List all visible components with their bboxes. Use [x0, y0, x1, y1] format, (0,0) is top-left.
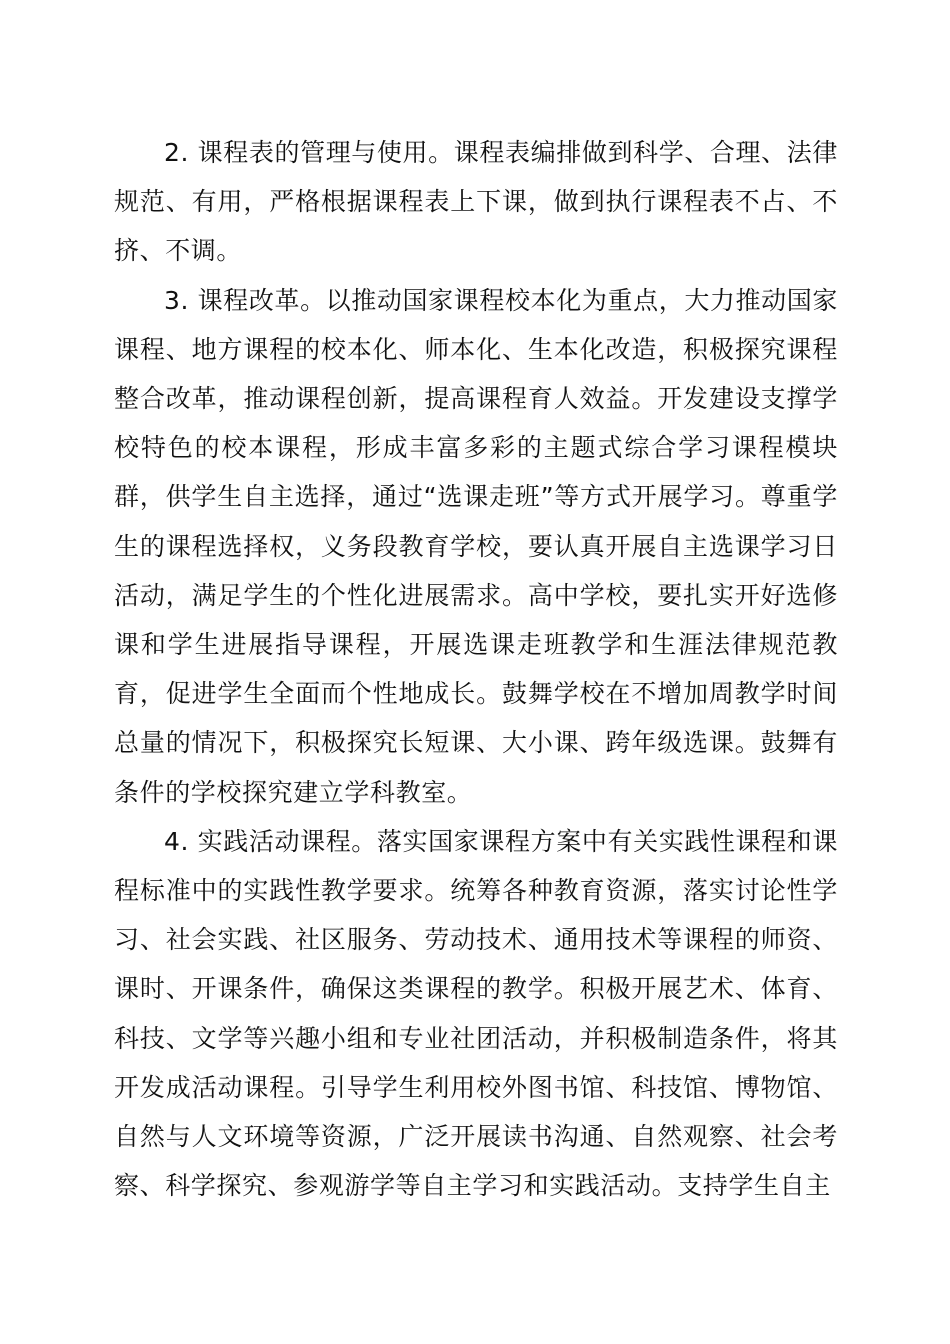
paragraph-practice-activity-curriculum: 4. 实践活动课程。落实国家课程方案中有关实践性课程和课程标准中的实践性教学要求。统筹各种教育资源，落实讨论性学习、社会实践、社区服务、劳动技术、通用技术等课程的师资、课时、开课条件，确保这类课程的教学。积极开展艺术、体育、科技、文学等兴趣小组和专业社团活动，并积极制造条件，将其开发成活动课程。引导学生利用校外图书馆、科技馆、博物馆、自然与人文环境等资源，广泛开展读书沟通、自然观察、社会考察、科学探究、参观游学等自主学习和实践活动。支持学生自主: [114, 826, 838, 1201]
paragraph-timetable-management: 2. 课程表的管理与使用。课程表编排做到科学、合理、法律规范、有用，严格根据课程表上下课，做到执行课程表不占、不挤、不调。: [114, 138, 838, 266]
paragraph-curriculum-reform: 3. 课程改革。以推动国家课程校本化为重点，大力推动国家课程、地方课程的校本化、师本化、生本化改造，积极探究课程整合改革，推动课程创新，提高课程育人效益。开发建设支撑学校特色的校本课程，形成丰富多彩的主题式综合学习课程模块群，供学生自主选择，通过“选课走班”等方式开展学习。尊重学生的课程选择权，义务段教育学校，要认真开展自主选课学习日活动，满足学生的个性化进展需求。高中学校，要扎实开好选修课和学生进展指导课程，开展选课走班教学和生涯法律规范教育，促进学生全面而个性地成长。鼓舞学校在不增加周教学时间总量的情况下，积极探究长短课、大小课、跨年级选课。鼓舞有条件的学校探究建立学科教室。: [114, 285, 838, 807]
document-body: [114, 128, 838, 1210]
